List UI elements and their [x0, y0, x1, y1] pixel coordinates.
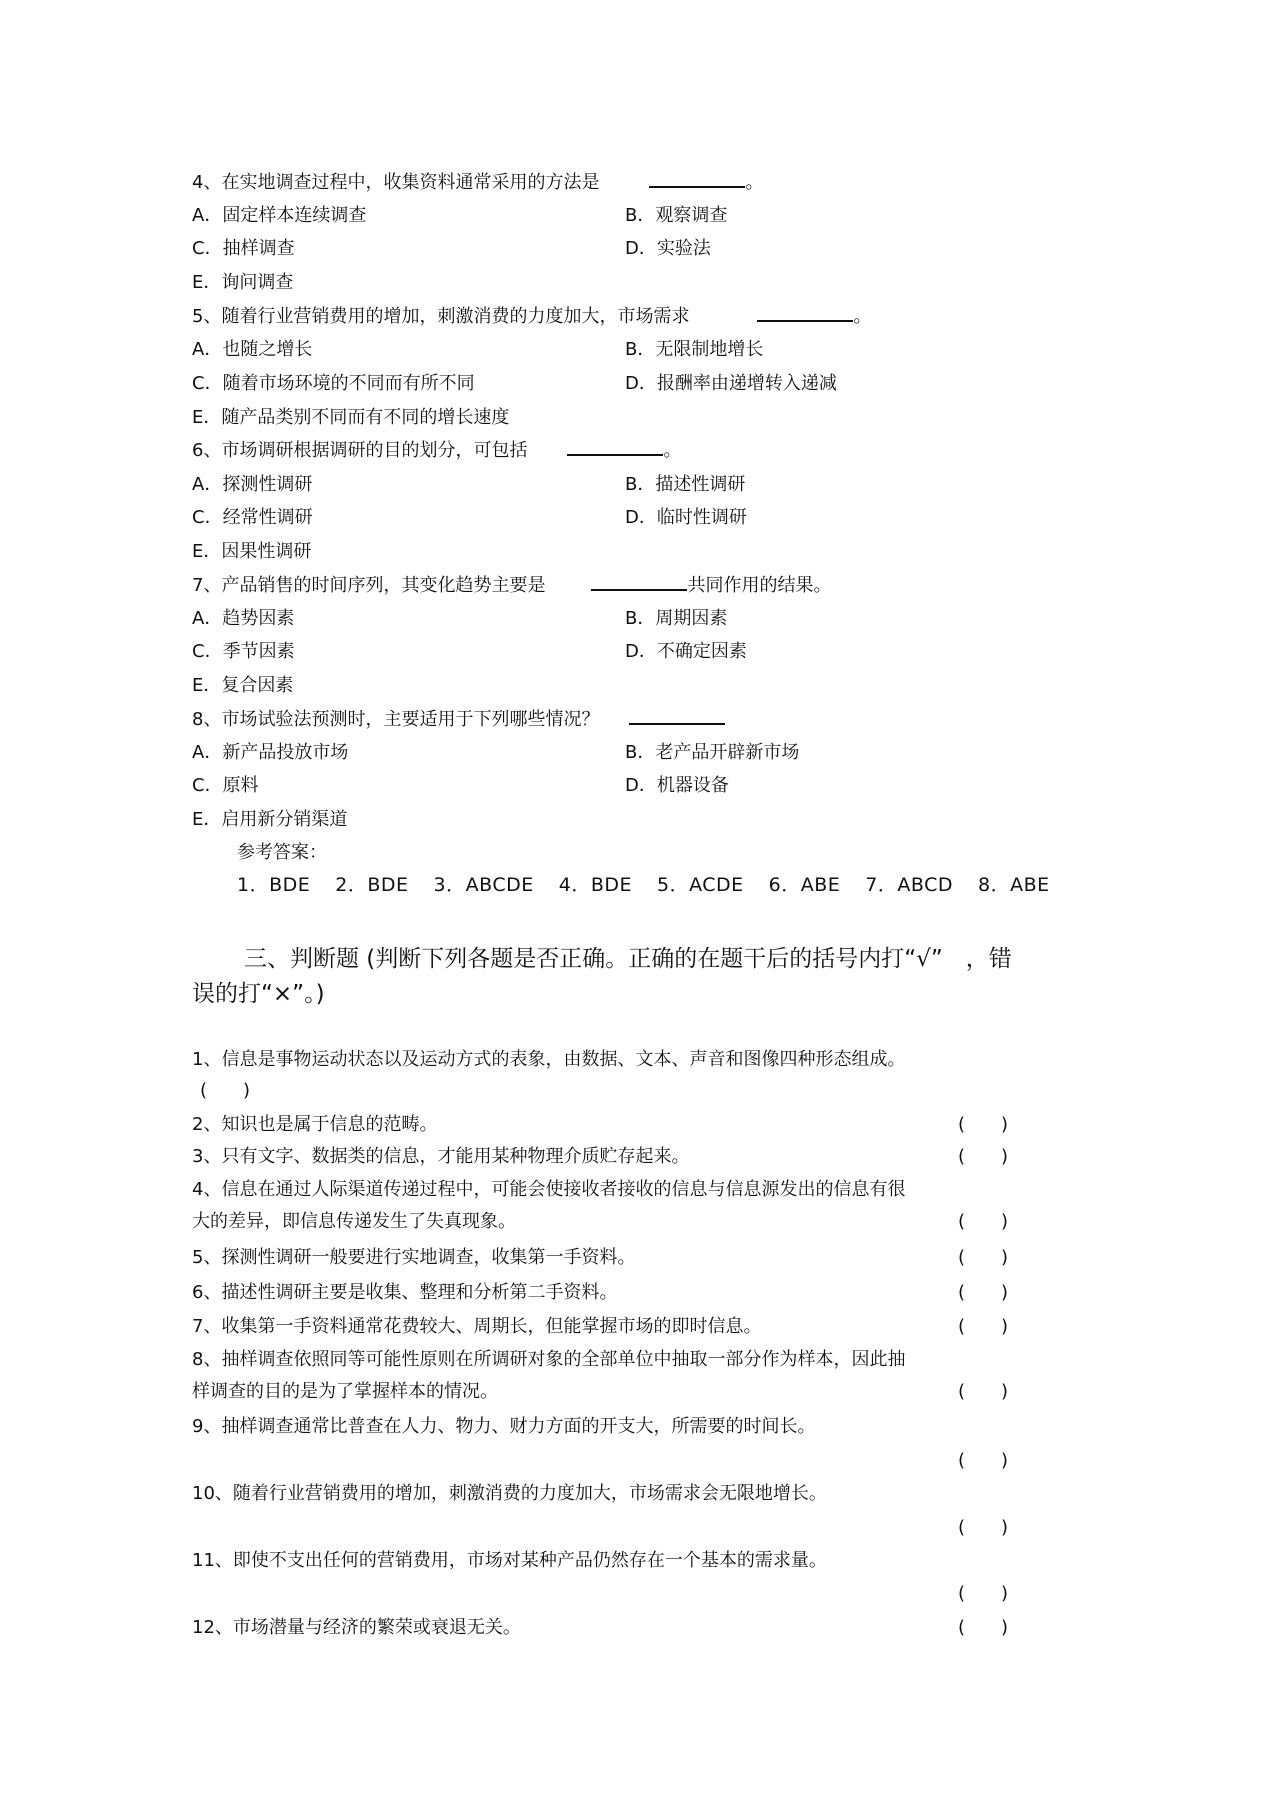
option-c: C．抽样调查	[192, 238, 295, 259]
answer-parens: ( )	[958, 1583, 1009, 1604]
question-6	[192, 436, 681, 462]
tf-item-7: 7、收集第一手资料通常花费较大、周期长，但能掌握市场的即时信息。	[192, 1316, 762, 1337]
answer-parens: ( )	[958, 1517, 1009, 1538]
answer-parens: ( )	[200, 1080, 251, 1101]
option-b: B．观察调查	[625, 205, 728, 226]
answer-blank	[567, 440, 663, 456]
answer-parens: ( )	[958, 1247, 1009, 1268]
answer-item: 7．ABCD	[865, 874, 953, 896]
answer-key	[237, 870, 1050, 897]
tf-item-3: 3、只有文字、数据类的信息，才能用某种物理介质贮存起来。	[192, 1146, 690, 1167]
question-stem: 6、市场调研根据调研的目的划分，可包括	[192, 440, 528, 461]
tf-item-4-cont: 大的差异，即信息传递发生了失真现象。	[192, 1211, 516, 1232]
answer-item: 8．ABE	[977, 874, 1050, 896]
option-e: E．随产品类别不同而有不同的增长速度	[192, 407, 510, 428]
question-tail: 。	[853, 306, 872, 327]
answer-item: 4．BDE	[558, 874, 632, 896]
question-stem: 7、产品销售的时间序列，其变化趋势主要是	[192, 575, 546, 596]
question-stem: 5、随着行业营销费用的增加，刺激消费的力度加大，市场需求	[192, 306, 690, 327]
option-b: B．周期因素	[625, 608, 728, 629]
option-e: E．因果性调研	[192, 541, 312, 562]
tf-item-10: 10、随着行业营销费用的增加，刺激消费的力度加大，市场需求会无限地增长。	[192, 1483, 827, 1504]
option-a: A．也随之增长	[192, 339, 313, 360]
question-tail: 共同作用的结果。	[687, 575, 832, 596]
option-a: A．新产品投放市场	[192, 742, 349, 763]
answer-item: 1．BDE	[237, 874, 311, 896]
option-d: D．实验法	[625, 238, 711, 259]
option-d: D．报酬率由递增转入递减	[625, 373, 837, 394]
tf-item-1: 1、信息是事物运动状态以及运动方式的表象，由数据、文本、声音和图像四种形态组成。	[192, 1049, 906, 1070]
option-d: D．不确定因素	[625, 641, 747, 662]
option-d: D．临时性调研	[625, 507, 747, 528]
answer-item: 5．ACDE	[657, 874, 744, 896]
option-c: C．原料	[192, 775, 259, 796]
option-e: E．启用新分销渠道	[192, 809, 348, 830]
question-stem: 8、市场试验法预测时，主要适用于下列哪些情况？	[192, 709, 600, 730]
answers-label: 参考答案：	[237, 842, 327, 863]
option-e: E．询问调查	[192, 272, 294, 293]
answer-item: 2．BDE	[335, 874, 409, 896]
option-e: E．复合因素	[192, 675, 294, 696]
answer-parens: ( )	[958, 1146, 1009, 1167]
question-stem: 4、在实地调查过程中，收集资料通常采用的方法是	[192, 172, 600, 193]
answer-parens: ( )	[958, 1211, 1009, 1232]
option-c: C．经常性调研	[192, 507, 313, 528]
tf-item-2: 2、知识也是属于信息的范畴。	[192, 1114, 438, 1135]
option-a: A．固定样本连续调查	[192, 205, 367, 226]
answer-parens: ( )	[958, 1617, 1009, 1638]
answer-item: 3．ABCDE	[433, 874, 534, 896]
tf-item-11: 11、即使不支出任何的营销费用，市场对某种产品仍然存在一个基本的需求量。	[192, 1550, 827, 1571]
answer-item: 6．ABE	[768, 874, 841, 896]
answer-parens: ( )	[958, 1114, 1009, 1135]
question-7	[192, 571, 831, 597]
tf-item-9: 9、抽样调查通常比普查在人力、物力、财力方面的开支大，所需要的时间长。	[192, 1416, 816, 1437]
answer-parens: ( )	[958, 1450, 1009, 1471]
tf-item-8-cont: 样调查的目的是为了掌握样本的情况。	[192, 1381, 498, 1402]
option-c: C．季节因素	[192, 641, 295, 662]
option-a: A．探测性调研	[192, 474, 313, 495]
question-tail: 。	[745, 172, 764, 193]
tf-item-6: 6、描述性调研主要是收集、整理和分析第二手资料。	[192, 1282, 618, 1303]
tf-item-8: 8、抽样调查依照同等可能性原则在所调研对象的全部单位中抽取一部分作为样本，因此抽	[192, 1349, 906, 1370]
answer-blank	[757, 306, 853, 322]
answer-blank	[629, 709, 725, 725]
option-c: C．随着市场环境的不同而有所不同	[192, 373, 475, 394]
option-b: B．无限制地增长	[625, 339, 764, 360]
answer-parens: ( )	[958, 1316, 1009, 1337]
answer-parens: ( )	[958, 1282, 1009, 1303]
section-heading: 三、判断题 (判断下列各题是否正确。正确的在题干后的括号内打“√” ，错	[244, 946, 1012, 972]
option-a: A．趋势因素	[192, 608, 295, 629]
question-tail: 。	[663, 440, 682, 461]
option-b: B．描述性调研	[625, 474, 746, 495]
tf-item-12: 12、市场潜量与经济的繁荣或衰退无关。	[192, 1617, 521, 1638]
tf-item-4: 4、信息在通过人际渠道传递过程中，可能会使接收者接收的信息与信息源发出的信息有很	[192, 1179, 906, 1200]
tf-item-5: 5、探测性调研一般要进行实地调查，收集第一手资料。	[192, 1247, 636, 1268]
question-5	[192, 302, 871, 328]
option-d: D．机器设备	[625, 775, 729, 796]
answer-blank	[591, 575, 687, 591]
answer-parens: ( )	[958, 1381, 1009, 1402]
option-b: B．老产品开辟新市场	[625, 742, 800, 763]
section-heading-cont: 误的打“×”。)	[192, 981, 325, 1007]
question-4	[192, 168, 763, 194]
answer-blank	[649, 172, 745, 188]
question-8	[192, 705, 725, 731]
